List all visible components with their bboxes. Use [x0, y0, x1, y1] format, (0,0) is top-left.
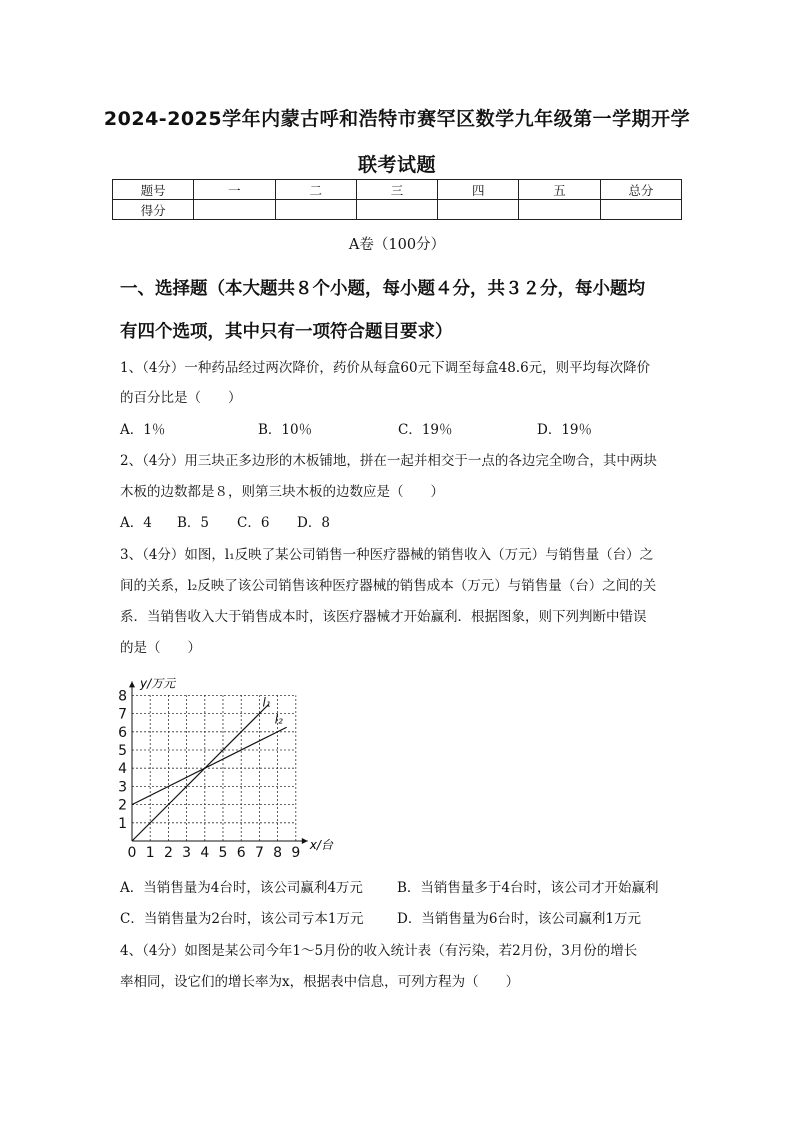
x-tick-label: 0	[127, 845, 137, 861]
score-table	[112, 179, 682, 220]
y-tick-label: 4	[118, 761, 127, 778]
score-header-cell: 四	[438, 180, 519, 200]
score-input-cell[interactable]	[438, 200, 519, 220]
q1-stem-line1: 1、（4分）一种药品经过两次降价，药价从每盒60元下调至每盒48.6元，则平均每次降价	[120, 360, 651, 376]
score-label-cell: 得分	[113, 200, 194, 220]
score-input-cell[interactable]	[600, 200, 681, 220]
q3-stem-line1: 3、（4分）如图，l₁反映了某公司销售一种医疗器械的销售收入（万元）与销售量（台）之	[120, 547, 654, 563]
y-tick-label: 5	[118, 743, 127, 759]
score-input-cell[interactable]	[275, 200, 356, 220]
q2-stem-line1: 2、（4分）用三块正多边形的木板铺地，拼在一起并相交于一点的各边完全吻合，其中两块	[120, 453, 657, 469]
q3-option-a: A．当销售量为4台时，该公司赢利4万元	[120, 880, 363, 896]
score-header-cell: 五	[519, 180, 600, 200]
y-tick-label: 3	[118, 779, 127, 796]
series-label: l₁	[262, 695, 271, 710]
q3-option-b: B．当销售量多于4台时，该公司才开始赢利	[397, 880, 659, 896]
chart-x-axis-label: x/台	[309, 838, 333, 852]
chart-x-ticks	[128, 845, 301, 861]
y-tick-label: 1	[118, 815, 127, 832]
score-input-cell[interactable]	[519, 200, 600, 220]
score-header-cell: 总分	[600, 180, 681, 200]
y-tick-label: 6	[118, 724, 127, 741]
series-line	[132, 705, 269, 842]
part1-heading-line1: 一、选择题（本大题共８个小题，每小题４分，共３２分，每小题均	[120, 279, 645, 299]
q1-stem-line2: 的百分比是（ ）	[120, 390, 242, 406]
q1-option-b: B．10％	[258, 422, 313, 438]
q3-stem-line4: 的是（ ）	[120, 640, 201, 656]
q3-option-d: D．当销售量为6台时，该公司赢利1万元	[397, 911, 642, 927]
score-header-cell: 三	[356, 180, 437, 200]
y-tick-label: 8	[118, 688, 127, 705]
q3-option-c: C．当销售量为2台时，该公司亏本1万元	[120, 911, 364, 927]
y-tick-label: 2	[118, 797, 127, 814]
x-tick-label: 4	[200, 845, 210, 861]
q3-stem-line2: 间的关系，l₂反映了该公司销售该种医疗器械的销售成本（万元）与销售量（台）之间的关	[120, 578, 657, 594]
q3-line-chart	[112, 664, 342, 864]
q2-option-c: C．6	[237, 515, 270, 531]
chart-axes	[129, 681, 308, 844]
score-header-cell: 二	[275, 180, 356, 200]
score-input-cell[interactable]	[356, 200, 437, 220]
document-title-line1: 2024-2025学年内蒙古呼和浩特市赛罕区数学九年级第一学期开学	[103, 108, 691, 130]
x-tick-label: 3	[182, 845, 192, 861]
score-header-cell: 题号	[113, 180, 194, 200]
chart-y-ticks	[118, 688, 127, 831]
q4-stem-line2: 率相同，设它们的增长率为x，根据表中信息，可列方程为（ ）	[120, 974, 520, 990]
x-tick-label: 1	[145, 845, 155, 861]
q1-option-d: D．19％	[537, 422, 593, 438]
y-axis-arrow	[129, 681, 135, 687]
q2-option-b: B．5	[177, 515, 210, 531]
q1-option-c: C．19％	[398, 422, 453, 438]
x-tick-label: 8	[273, 845, 283, 861]
series-label: l₂	[274, 712, 283, 727]
score-header-cell: 一	[194, 180, 275, 200]
q1-option-a: A．1％	[120, 422, 166, 438]
section-a-heading: A卷（100分）	[348, 237, 446, 253]
chart-y-axis-label: y/万元	[140, 676, 176, 691]
series-line	[132, 727, 287, 804]
y-tick-label: 7	[118, 706, 127, 723]
q2-stem-line2: 木板的边数都是８，则第三块木板的边数应是（ ）	[120, 484, 444, 500]
document-title-line2: 联考试题	[357, 154, 436, 176]
x-tick-label: 5	[218, 845, 228, 861]
x-tick-label: 7	[254, 845, 264, 861]
q2-option-a: A．4	[120, 515, 152, 531]
score-table-score-row	[113, 200, 682, 220]
x-axis-arrow	[302, 838, 308, 844]
part1-heading-line2: 有四个选项，其中只有一项符合题目要求）	[120, 322, 453, 342]
x-tick-label: 9	[291, 845, 301, 861]
q2-option-d: D．8	[297, 515, 330, 531]
x-tick-label: 2	[163, 845, 173, 861]
q3-stem-line3: 系．当销售收入大于销售成本时，该医疗器械才开始赢利．根据图象，则下列判断中错误	[120, 609, 647, 625]
q4-stem-line1: 4、（4分）如图是某公司今年1～5月份的收入统计表（有污染，若2月份，3月份的增长	[120, 943, 638, 959]
x-tick-label: 6	[236, 845, 246, 861]
chart-grid	[132, 695, 296, 841]
score-table-header-row	[113, 180, 682, 200]
score-input-cell[interactable]	[194, 200, 275, 220]
